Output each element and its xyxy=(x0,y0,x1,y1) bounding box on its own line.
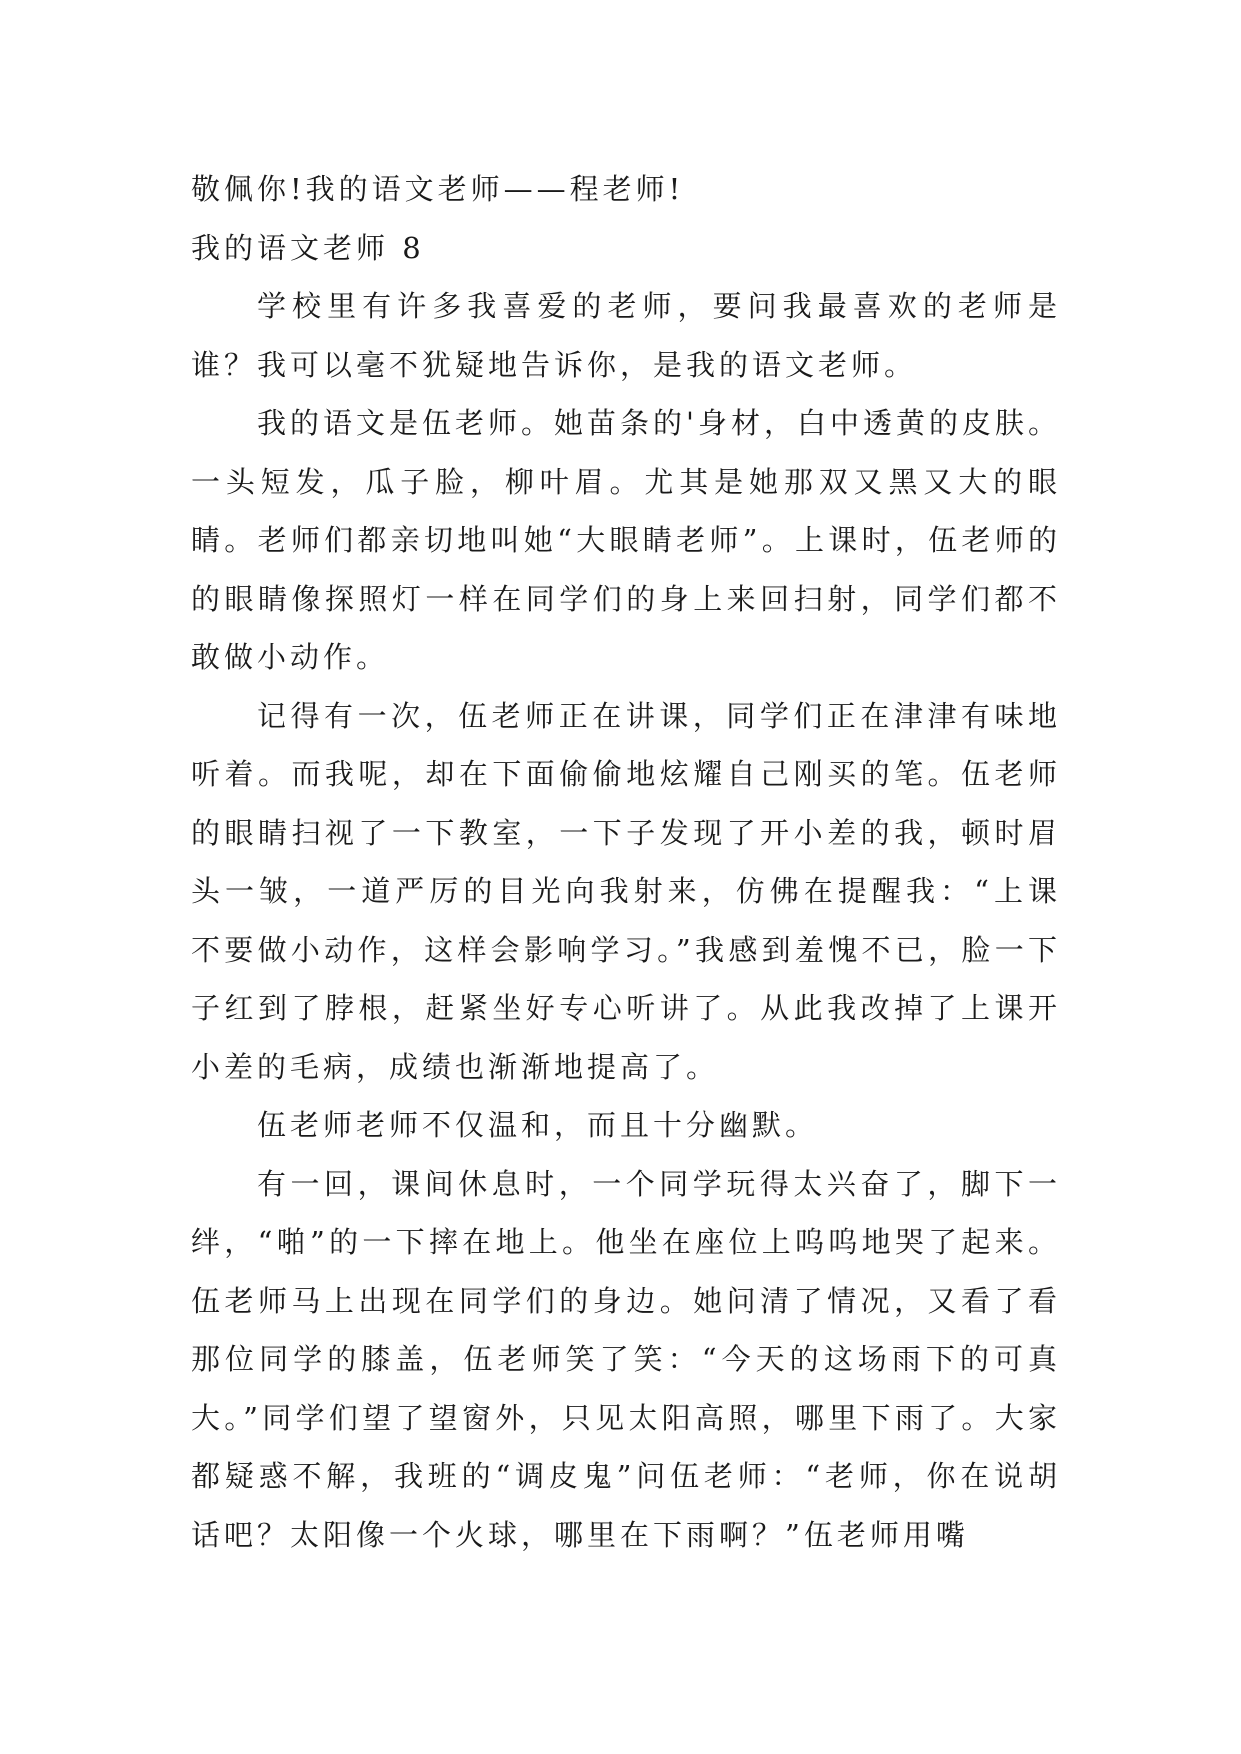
paragraph-3: 记得有一次，伍老师正在讲课，同学们正在津津有味地听着。而我呢，却在下面偷偷地炫耀自己刚买的笔。伍老师的眼睛扫视了一下教室，一下子发现了开小差的我，顿时眉头一皱，一道严厉的目光向我射来，仿佛在提醒我：“上课不要做小动作，这样会影响学习。”我感到羞愧不已，脸一下子红到了脖根，赶紧坐好专心听讲了。从此我改掉了上课开小差的毛病，成绩也渐渐地提高了。 xyxy=(191,698,1061,1084)
paragraph-2: 我的语文是伍老师。她苗条的'身材，白中透黄的皮肤。一头短发，瓜子脸，柳叶眉。尤其是她那双又黑又大的眼睛。老师们都亲切地叫她“大眼睛老师”。上课时，伍老师的的眼睛像探照灯一样在同学们的身上来回扫射，同学们都不敢做小动作。 xyxy=(191,406,1061,674)
section-title: 我的语文老师 8 xyxy=(191,230,425,265)
paragraph-4: 伍老师老师不仅温和，而且十分幽默。 xyxy=(257,1108,819,1142)
paragraph-1: 学校里有许多我喜爱的老师，要问我最喜欢的老师是谁？我可以毫不犹疑地告诉你，是我的语文老师。 xyxy=(191,289,1061,382)
document-page xyxy=(191,160,1061,1564)
paragraph-5: 有一回，课间休息时，一个同学玩得太兴奋了，脚下一绊，“啪”的一下摔在地上。他坐在座位上呜呜地哭了起来。伍老师马上出现在同学们的身边。她问清了情况，又看了看那位同学的膝盖，伍老师笑了笑：“今天的这场雨下的可真大。”同学们望了望窗外，只见太阳高照，哪里下雨了。大家都疑惑不解，我班的“调皮鬼”问伍老师：“老师，你在说胡话吧？太阳像一个火球，哪里在下雨啊？”伍老师用嘴 xyxy=(191,1166,1061,1552)
carryover-line: 敬佩你!我的语文老师——程老师! xyxy=(191,172,685,206)
